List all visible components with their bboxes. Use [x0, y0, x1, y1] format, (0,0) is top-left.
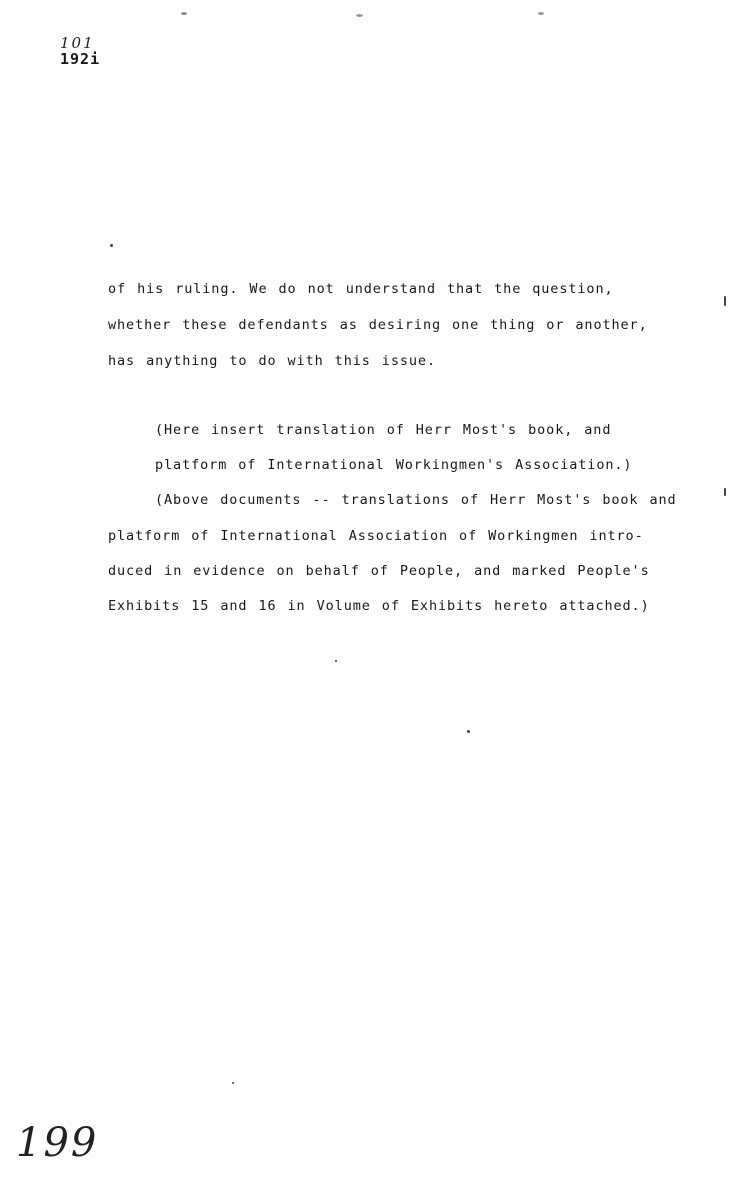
typed-page-number: 192i: [60, 50, 101, 68]
handwritten-page-number: 199: [16, 1120, 99, 1166]
paragraph-line: has anything to do with this issue.: [108, 353, 436, 369]
paragraph-line: of his ruling. We do not understand that the question,: [108, 281, 614, 297]
ink-speck: [356, 14, 363, 17]
instruction-line: (Here insert translation of Herr Most's book, and: [155, 422, 612, 438]
note-line: (Above documents -- translations of Herr Most's book and: [155, 492, 677, 508]
ink-speck: [181, 12, 187, 15]
ink-speck: [232, 1082, 234, 1084]
ink-speck: [724, 488, 726, 496]
note-line: platform of International Association of Workingmen intro-: [108, 528, 644, 544]
handwritten-folio-number: 101: [60, 34, 95, 52]
ink-speck: [538, 12, 544, 15]
ink-speck: [467, 730, 470, 733]
ink-speck: [110, 244, 113, 247]
note-line: Exhibits 15 and 16 in Volume of Exhibits hereto attached.): [108, 598, 650, 614]
ink-speck: [335, 660, 337, 662]
note-line: duced in evidence on behalf of People, and marked People's: [108, 563, 650, 579]
ink-speck: [724, 296, 726, 306]
paragraph-line: whether these defendants as desiring one thing or another,: [108, 317, 648, 333]
instruction-line: platform of International Workingmen's Association.): [155, 457, 633, 473]
